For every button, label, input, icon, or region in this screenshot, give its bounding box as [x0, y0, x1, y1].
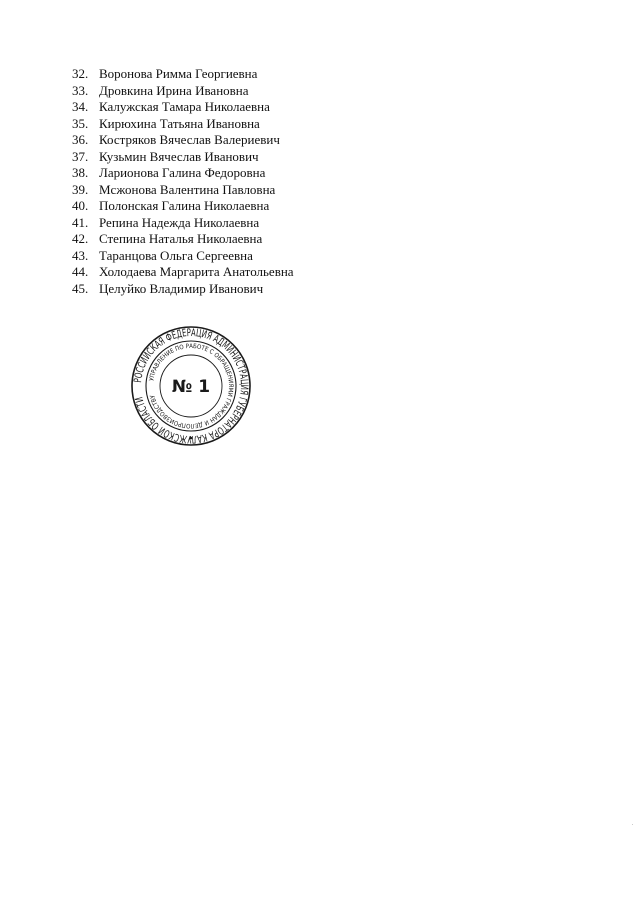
list-item-number: 42.: [72, 231, 89, 246]
list-item-name: Степина Наталья Николаевна: [99, 231, 263, 246]
list-item: [72, 66, 294, 83]
name-list: [72, 66, 294, 297]
list-item: [72, 165, 294, 182]
list-item-number: 34.: [72, 99, 89, 114]
list-item-number: 38.: [72, 165, 89, 180]
list-item-name: Целуйко Владимир Иванович: [99, 280, 264, 296]
list-item-number: 32.: [72, 66, 89, 81]
list-item-number: 35.: [72, 115, 89, 131]
stamp-outer-text: РОССИЙСКАЯ ФЕДЕРАЦИЯ АДМИНИСТРАЦИЯ ГУБЕРНАТОРА КАЛУЖСКОЙ ОБЛАСТИ: [132, 326, 251, 446]
list-item: [72, 182, 294, 199]
list-item-number: 45.: [72, 280, 89, 296]
list-item-number: 40.: [72, 198, 89, 213]
list-item: [72, 99, 294, 116]
list-item-number: 39.: [72, 181, 89, 197]
list-item: [72, 116, 294, 133]
list-item: [72, 132, 294, 149]
official-seal-stamp: [130, 325, 252, 447]
list-item-number: 44.: [72, 264, 89, 279]
list-item-name: Мсжонова Валентина Павловна: [99, 181, 276, 197]
stamp-number: № 1: [171, 377, 211, 397]
list-item: [72, 83, 294, 100]
list-item-number: 36.: [72, 132, 89, 147]
stamp-inner-text: УПРАВЛЕНИЕ ПО РАБОТЕ С ОБРАЩЕНИЯМИ ГРАЖДАН И ДЕЛОПРОИЗВОДСТВУ: [148, 342, 235, 430]
list-item-name: Калужская Тамара Николаевна: [99, 99, 270, 114]
list-item-name: Кирюхина Татьяна Ивановна: [99, 115, 260, 131]
list-item-name: Полонская Галина Николаевна: [99, 198, 270, 213]
list-item-name: Ларионова Галина Федоровна: [99, 165, 266, 180]
list-item: [72, 231, 294, 248]
list-item-number: 43.: [72, 247, 89, 263]
list-item-number: 37.: [72, 148, 89, 164]
list-item-number: 33.: [72, 82, 89, 98]
scan-speck: [632, 824, 633, 825]
list-item-name: Репина Надежда Николаевна: [99, 214, 260, 230]
list-item: [72, 248, 294, 265]
list-item: [72, 149, 294, 166]
list-item-name: Воронова Римма Георгиевна: [99, 66, 258, 81]
list-item-number: 41.: [72, 214, 89, 230]
list-item: [72, 281, 294, 298]
list-item: [72, 215, 294, 232]
stamp-dot: [190, 437, 193, 440]
list-item-name: Таранцова Ольга Сергеевна: [99, 247, 253, 263]
list-item-name: Кузьмин Вячеслав Иванович: [99, 148, 259, 164]
list-item: [72, 198, 294, 215]
list-item-name: Холодаева Маргарита Анатольевна: [99, 264, 294, 279]
list-item-name: Костряков Вячеслав Валериевич: [99, 132, 280, 147]
list-item: [72, 264, 294, 281]
list-item-name: Дровкина Ирина Ивановна: [99, 82, 249, 98]
